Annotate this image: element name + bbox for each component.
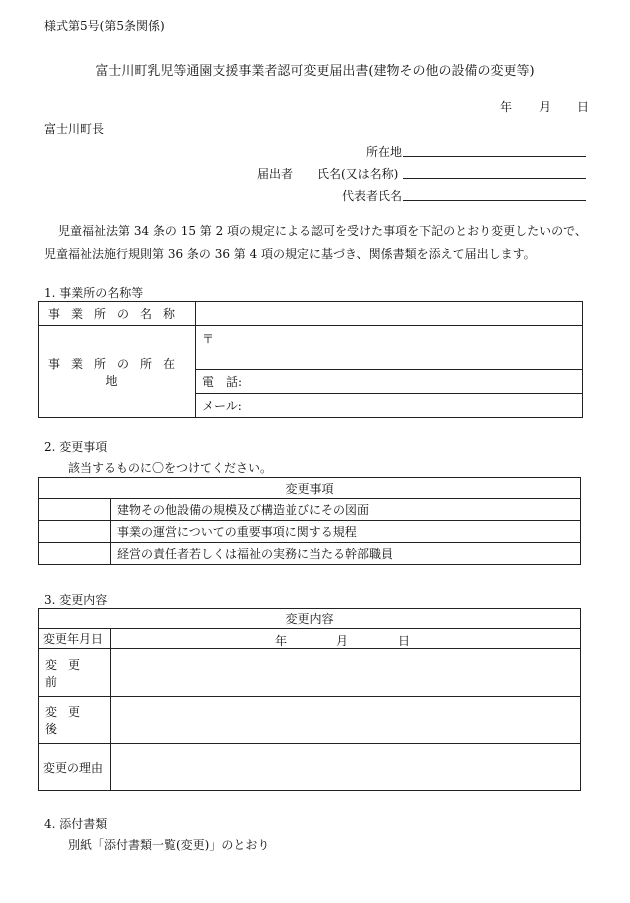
before-change-field[interactable]: [111, 649, 581, 697]
change-item-3: 経営の責任者若しくは福祉の実務に当たる幹部職員: [111, 543, 581, 565]
document-title: 富士川町乳児等通園支援事業者認可変更届出書(建物その他の設備の変更等): [95, 64, 535, 79]
change-reason-label: 変更の理由: [39, 744, 111, 791]
name-field[interactable]: [403, 178, 586, 179]
applicant-label: 届出者: [257, 167, 294, 181]
addressee: 富士川町長: [44, 122, 105, 136]
section-4-heading: 4. 添付書類: [44, 817, 108, 831]
change-item-2: 事業の運営についての重要事項に関する規程: [111, 521, 581, 543]
section-1-heading: 1. 事業所の名称等: [44, 286, 144, 300]
change-reason-field[interactable]: [111, 744, 581, 791]
after-change-field[interactable]: [111, 697, 581, 744]
change-items-header: 変更事項: [39, 478, 581, 499]
form-number: 様式第5号(第5条関係): [44, 19, 165, 33]
change-details-header: 変更内容: [39, 609, 581, 629]
change-items-table: [38, 477, 581, 565]
date-year: 年: [500, 100, 513, 114]
name-label: 氏名(又は名称): [317, 167, 399, 181]
after-change-label: 変更後: [39, 697, 111, 744]
change-item-mark-2[interactable]: [39, 521, 111, 543]
date-day: 日: [577, 100, 590, 114]
section-2-heading: 2. 変更事項: [44, 440, 108, 454]
facility-address-field[interactable]: [196, 326, 583, 370]
change-details-table: [38, 608, 581, 791]
postal-mark: 〒: [202, 332, 215, 346]
phone-label: 電 話:: [202, 375, 243, 389]
body-text-line-1: 児童福祉法第 34 条の 15 第 2 項の規定による認可を受けた事項を下記のとおり変更したいので、: [58, 224, 587, 238]
change-date-year: 年: [275, 634, 288, 648]
date-month: 月: [539, 100, 552, 114]
body-text-line-2: 児童福祉法施行規則第 36 条の 36 第 4 項の規定に基づき、関係書類を添えて届出します。: [44, 247, 536, 261]
section-3-heading: 3. 変更内容: [44, 593, 108, 607]
before-change-label: 変更前: [39, 649, 111, 697]
change-date-field[interactable]: [111, 629, 581, 649]
facility-address-label: 事業所の所在地: [39, 326, 196, 418]
change-item-mark-3[interactable]: [39, 543, 111, 565]
address-label: 所在地: [366, 145, 403, 159]
change-item-mark-1[interactable]: [39, 499, 111, 521]
change-date-month: 月: [336, 634, 349, 648]
change-date-day: 日: [398, 634, 411, 648]
change-item-1: 建物その他設備の規模及び構造並びにその図面: [111, 499, 581, 521]
change-date-label: 変更年月日: [39, 629, 111, 649]
facility-phone-field[interactable]: [196, 370, 583, 394]
facility-table: [38, 301, 583, 418]
address-field[interactable]: [403, 156, 586, 157]
representative-field[interactable]: [403, 200, 586, 201]
representative-label: 代表者氏名: [342, 189, 403, 203]
facility-name-label: 事業所の名称: [39, 302, 196, 326]
facility-name-field[interactable]: [196, 302, 583, 326]
email-label: メール:: [202, 399, 242, 413]
section-2-instruction: 該当するものに〇をつけてください。: [68, 461, 273, 475]
facility-email-field[interactable]: [196, 394, 583, 418]
attachments-text: 別紙「添付書類一覧(変更)」のとおり: [68, 838, 270, 852]
